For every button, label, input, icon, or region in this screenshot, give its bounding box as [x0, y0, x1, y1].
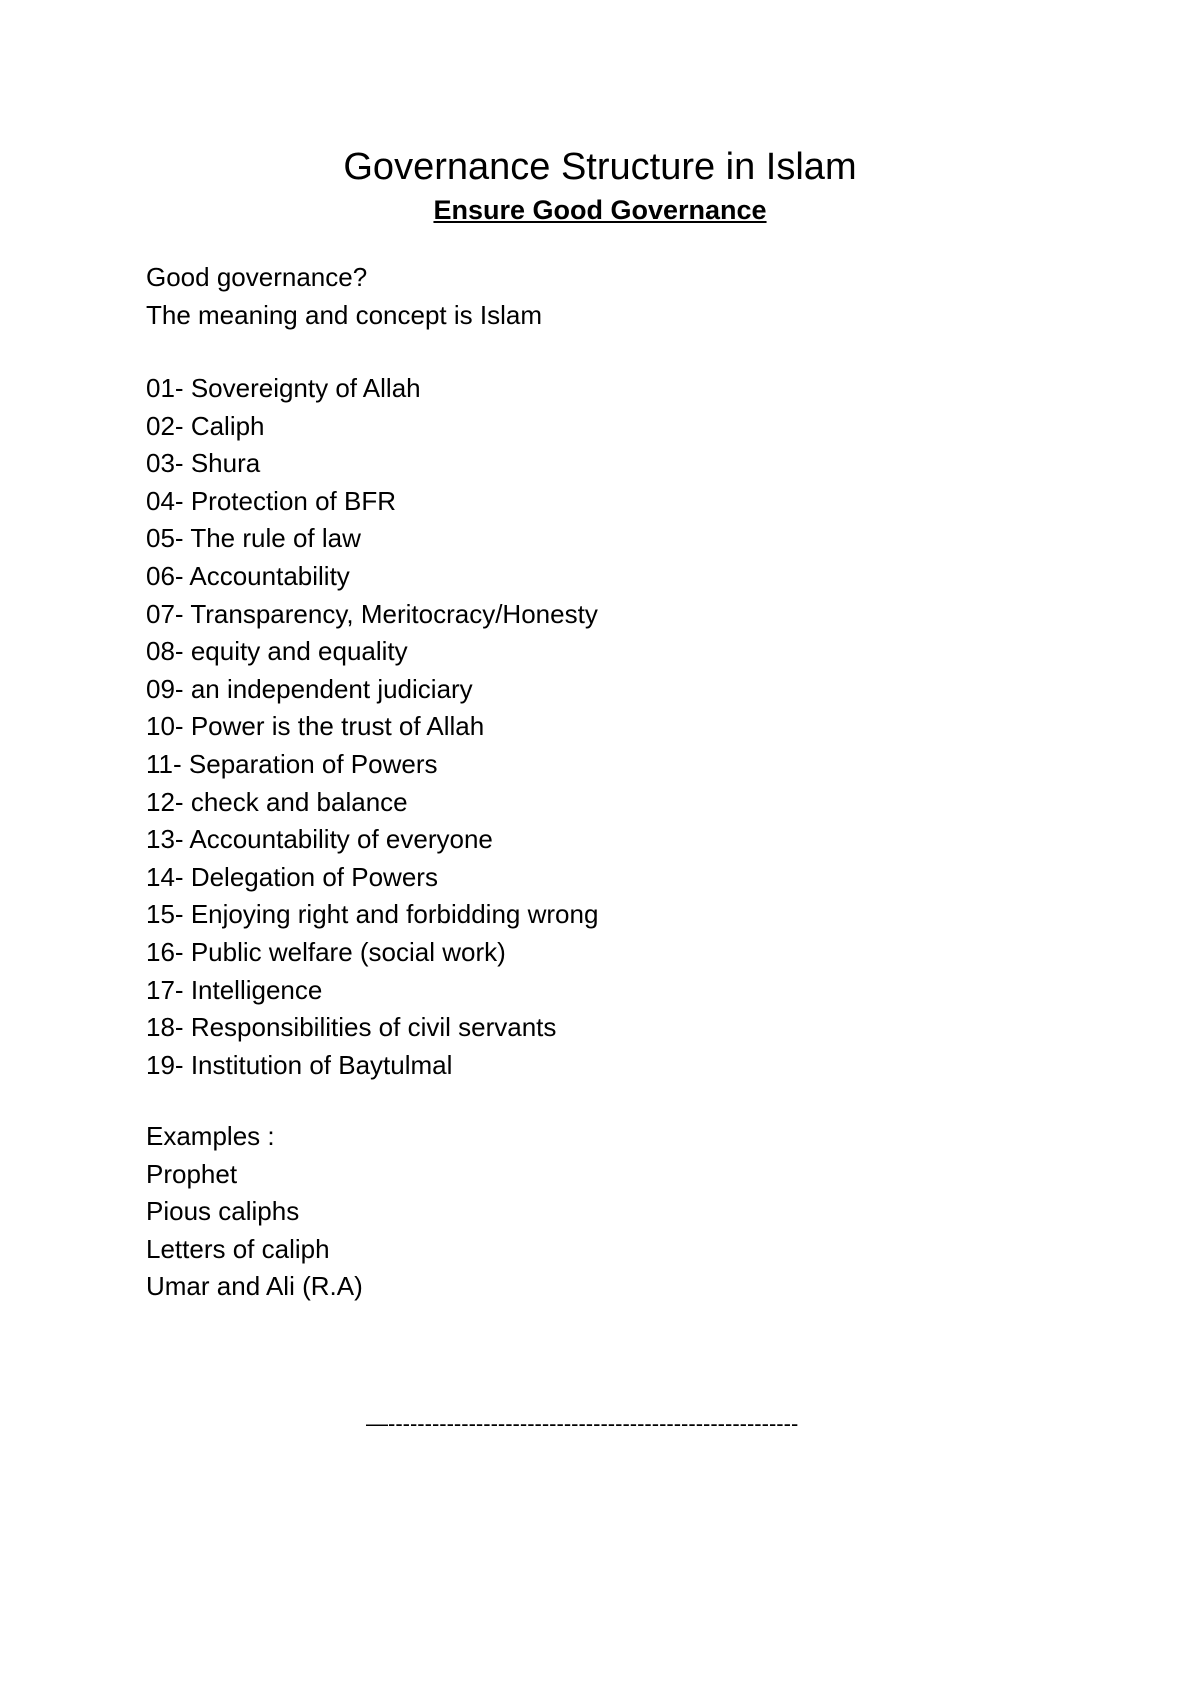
examples-block [146, 1118, 363, 1306]
item-number: 13- [146, 824, 184, 855]
intro-line: The meaning and concept is Islam [146, 299, 542, 330]
item-number: 16- [146, 936, 184, 967]
item-number: 04- [146, 485, 184, 516]
item-number: 08- [146, 636, 184, 667]
item-number: 18- [146, 1012, 184, 1043]
list-item [146, 483, 598, 521]
item-text: Delegation of Powers [190, 861, 438, 892]
list-item [146, 746, 598, 784]
list-item [146, 934, 598, 972]
item-text: Sovereignty of Allah [190, 373, 421, 403]
example-item: Prophet [146, 1158, 238, 1189]
list-item [146, 558, 598, 596]
intro-block [146, 259, 542, 334]
list-item [146, 859, 598, 897]
item-number: 02- [146, 410, 184, 441]
intro-line: Good governance? [146, 262, 368, 292]
list-item [146, 596, 598, 634]
item-number: 09- [146, 673, 184, 704]
item-number: 19- [146, 1049, 184, 1080]
item-text: Public welfare (social work) [190, 936, 506, 967]
item-number: 07- [146, 598, 184, 629]
example-item: Pious caliphs [146, 1196, 300, 1227]
item-number: 12- [146, 786, 184, 817]
item-text: equity and equality [190, 636, 408, 667]
page-subtitle: Ensure Good Governance [433, 195, 767, 225]
item-number: 11- [146, 748, 182, 779]
list-item [146, 1009, 598, 1047]
list-item [146, 520, 598, 558]
item-text: Responsibilities of civil servants [190, 1012, 557, 1043]
item-text: an independent judiciary [190, 673, 473, 704]
item-text: Protection of BFR [190, 485, 397, 516]
list-item [146, 708, 598, 746]
item-number: 15- [146, 899, 184, 930]
list-item [146, 445, 598, 483]
examples-heading: Examples : [146, 1121, 275, 1151]
item-text: Transparency, Meritocracy/Honesty [190, 598, 598, 629]
item-text: Separation of Powers [188, 748, 438, 779]
list-item [146, 1047, 598, 1085]
principles-list [146, 370, 598, 1084]
item-number: 10- [146, 711, 184, 742]
list-item [146, 633, 598, 671]
item-text: Shura [190, 448, 261, 479]
item-text: Intelligence [190, 974, 323, 1005]
item-number: 06- [146, 560, 184, 591]
item-text: Accountability of everyone [189, 824, 493, 855]
item-text: Accountability [189, 560, 350, 591]
separator-line: —-------------------------------------------------------- [366, 1411, 799, 1436]
list-item [146, 370, 598, 408]
item-text: check and balance [190, 786, 408, 817]
list-item [146, 821, 598, 859]
list-item [146, 408, 598, 446]
item-text: The rule of law [190, 523, 361, 554]
example-item: Letters of caliph [146, 1233, 330, 1264]
example-item: Umar and Ali (R.A) [146, 1271, 363, 1302]
list-item [146, 784, 598, 822]
list-item [146, 972, 598, 1010]
item-text: Enjoying right and forbidding wrong [190, 899, 599, 930]
item-number: 05- [146, 523, 184, 554]
item-text: Caliph [190, 410, 265, 441]
page-title: Governance Structure in Islam [343, 146, 857, 188]
list-item [146, 671, 598, 709]
item-text: Power is the trust of Allah [190, 711, 485, 742]
item-number: 17- [146, 974, 184, 1005]
item-text: Institution of Baytulmal [190, 1049, 453, 1080]
list-item [146, 896, 598, 934]
item-number: 14- [146, 861, 184, 892]
item-number: 03- [146, 448, 184, 479]
item-number: 01- [146, 373, 184, 403]
